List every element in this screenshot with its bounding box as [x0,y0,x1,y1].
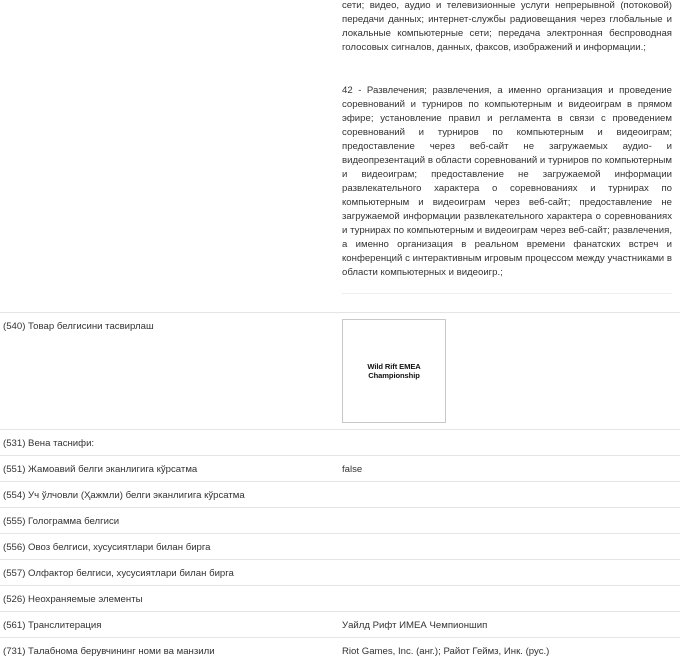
field-label: (551) Жамоавий белги эканлигига кўрсатма [3,464,198,475]
mark-image-label: (540) Товар белгисини тасвирлаш [3,321,154,332]
field-label: (526) Неохраняемые элементы [3,594,143,605]
trademark-image-line-2: Championship [368,371,420,380]
class-38-description: сети; видео, аудио и телевизионные услуги непрерывной (потоковой) передачи данных; интернет-службы радиовещания через глобальные и локальные компьютерные сети; передача электронная беспроводная голосовых сигналов, данных, факсов, изображений и информации.; [342,0,672,53]
field-label: (554) Уч ўлчовли (Ҳажмли) белги эканлигига кўрсатма [3,490,245,501]
field-row-551 [0,455,680,481]
field-row-561 [0,611,680,637]
class-42-description: 42 - Развлечения; развлечения, а именно организация и проведение соревнований и турниров по компьютерным и видеоиграм в прямом эфире; установление правил и регламента в связи с проведением соревнований и турниров по компьютерным и видеоиграм; предоставление через веб-сайт не загружаемых аудио- и видеопрезентаций в области соревнований и турниров по компьютерным и видеоиграм; предоставление не загружаемой информации развлекательного характера о соревнованиях и турнирах по компьютерным и видеоиграм через веб-сайт; предоставление не загружаемой информации развлекательного характера о соревнованиях и турнирах по компьютерным и видеоиграм через веб-сайт; развлечения, а именно организация в реальном времени фанатских встреч и конференций с интерактивным игровым процессом между участниками в области компьютерных и видеоигр.; [342,85,672,278]
field-value: false [342,464,363,475]
field-row-557 [0,559,680,585]
field-label: (731) Талабнома берувчининг номи ва манзили [3,646,215,657]
trademark-image-line-1: Wild Rift EMEA [367,362,421,371]
field-row-531 [0,429,680,455]
field-row-526 [0,585,680,611]
field-label: (531) Вена таснифи: [3,438,95,449]
trademark-image-text [367,362,420,380]
field-row-555 [0,507,680,533]
field-label: (557) Олфактор белгиси, хусусиятлари билан бирга [3,568,234,579]
field-row-554 [0,481,680,507]
field-label: (555) Голограмма белгиси [3,516,120,527]
field-value: Riot Games, Inc. (анг.); Райот Геймз, Инк. (рус.) [342,646,550,657]
field-label: (561) Транслитерация [3,620,102,631]
trademark-image [342,319,446,423]
class-divider [342,293,672,294]
mark-image-row [0,312,680,429]
field-label: (556) Овоз белгиси, хусусиятлари билан бирга [3,542,211,553]
field-row-731 [0,637,680,661]
field-value: Уайлд Рифт ИМЕА Чемпионшип [342,620,488,631]
field-row-556 [0,533,680,559]
